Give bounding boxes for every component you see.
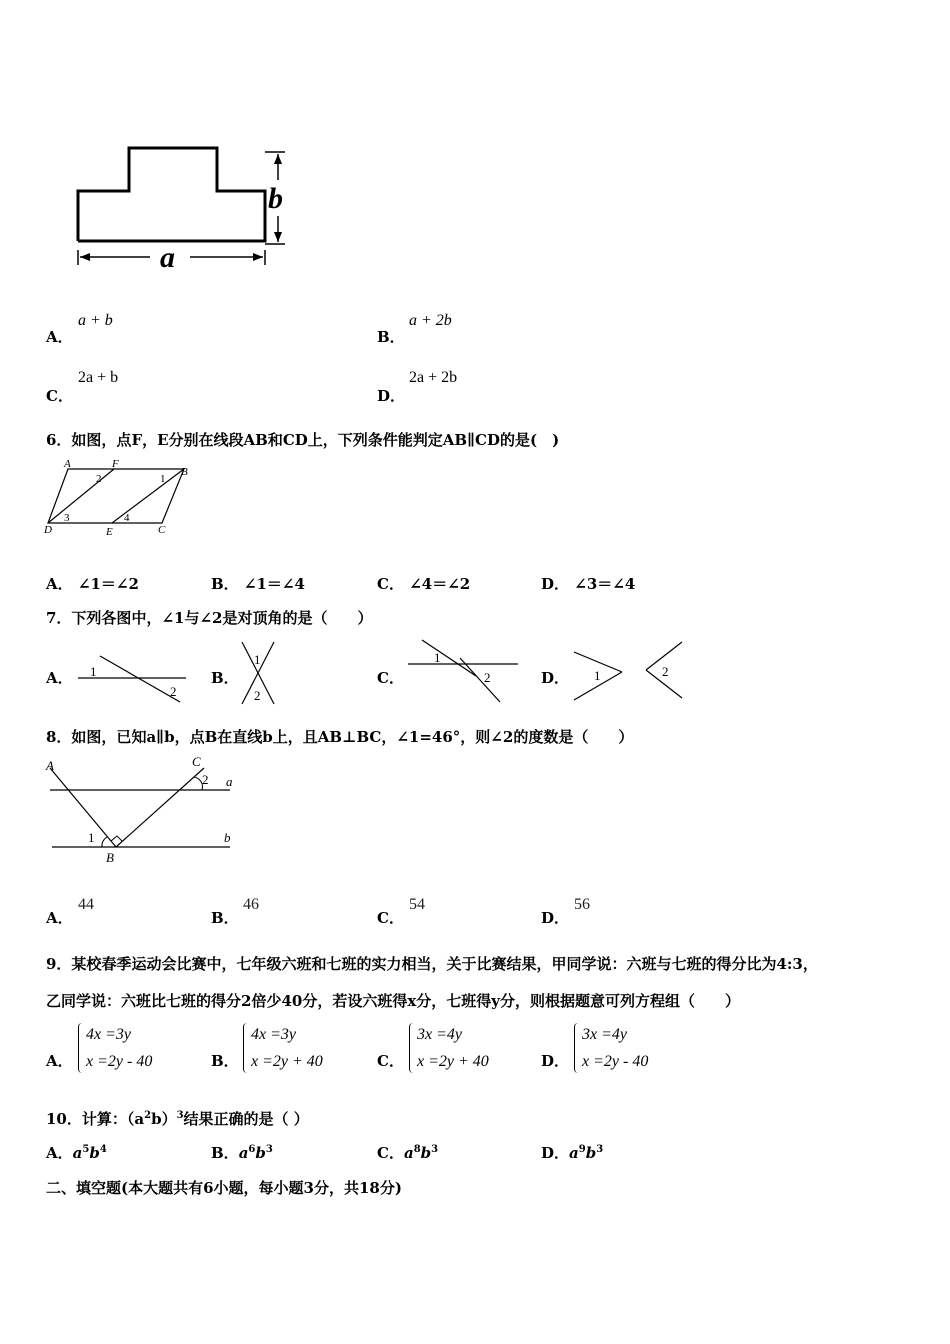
svg-text:2: 2 [96,473,102,485]
q6-option-d[interactable]: D． ∠3＝∠4 [541,575,636,593]
svg-text:A: A [64,458,71,470]
svg-text:2: 2 [662,664,669,679]
svg-text:C: C [158,524,166,536]
q5-label-a: a [160,241,175,274]
q7-option-a-figure [70,650,190,705]
svg-text:1: 1 [88,830,95,845]
q6-option-c[interactable]: C． ∠4＝∠2 [377,575,471,593]
q9-option-a-letter[interactable]: A． [46,1052,73,1070]
q8-option-d-letter[interactable]: D． [541,909,570,927]
svg-text:1: 1 [594,668,601,683]
q9-option-d-system: 3x =4y x =2y - 40 [574,1021,694,1077]
q9-option-c-letter[interactable]: C． [377,1052,404,1070]
svg-text:1: 1 [434,650,441,665]
q5-option-b-letter[interactable]: B． [377,328,405,346]
svg-text:1: 1 [254,652,261,667]
q8-stem: 8．如图，已知a∥b，点B在直线b上，且AB⊥BC，∠1=46°，则∠2的度数是（ ） [46,728,634,746]
svg-text:b: b [224,830,231,845]
q7-option-a-letter[interactable]: A． [46,669,73,687]
q5-option-b-value: a + 2b [409,312,452,329]
q10-stem: 10．计算：$(a^2b)^3$结果正确的是（ ） [46,1110,309,1128]
q8-option-d-value: 56 [574,896,590,913]
q9-option-b-system: 4x =3y x =2y + 40 [243,1021,363,1077]
svg-text:B: B [106,850,114,865]
q5-option-d-letter[interactable]: D． [377,387,406,405]
q5-option-c-letter[interactable]: C． [46,387,73,405]
svg-text:2: 2 [254,688,261,703]
q9-stem-line1: 9．某校春季运动会比赛中，七年级六班和七班的实力相当，关于比赛结果，甲同学说：六班与七班的得分比为4:3， [46,955,818,973]
svg-text:3: 3 [64,512,70,524]
svg-text:D: D [44,524,52,536]
q8-figure [44,752,244,867]
q5-option-a-value: a + b [78,312,113,329]
svg-text:2: 2 [484,670,491,685]
svg-text:E: E [106,526,113,538]
svg-text:a: a [226,774,233,789]
q8-option-a-letter[interactable]: A． [46,909,73,927]
svg-text:4: 4 [124,512,130,524]
q6-option-a[interactable]: A． ∠1＝∠2 [46,575,139,593]
svg-text:C: C [192,754,201,769]
q10-option-b[interactable]: B．$a^6b^3$ [211,1144,273,1162]
q7-option-c-letter[interactable]: C． [377,669,404,687]
svg-text:2: 2 [170,684,177,699]
q6-option-b[interactable]: B． ∠1＝∠4 [211,575,305,593]
q8-option-c-value: 54 [409,896,425,913]
q8-option-b-letter[interactable]: B． [211,909,239,927]
q6-stem: 6．如图，点F，E分别在线段AB和CD上，下列条件能判定AB∥CD的是( ) [46,431,560,449]
q9-option-c-system: 3x =4y x =2y + 40 [409,1021,529,1077]
svg-text:F: F [112,458,119,470]
q9-option-b-letter[interactable]: B． [211,1052,239,1070]
svg-text:1: 1 [160,473,166,485]
svg-text:B: B [181,466,188,478]
q7-option-b-letter[interactable]: B． [211,669,239,687]
q9-option-a-system: 4x =3y x =2y - 40 [78,1021,198,1077]
section2-title: 二、填空题(本大题共有6小题，每小题3分，共18分) [46,1179,402,1197]
q9-option-d-letter[interactable]: D． [541,1052,570,1070]
q8-option-b-value: 46 [243,896,259,913]
q10-option-c[interactable]: C．$a^8b^3$ [377,1144,439,1162]
q5-option-d-value: 2a + 2b [409,369,458,386]
svg-text:2: 2 [202,772,209,787]
q9-stem-line2: 乙同学说：六班比七班的得分2倍少40分，若设六班得x分，七班得y分，则根据题意可列方程组（ ） [46,992,740,1010]
q5-label-b: b [268,182,283,215]
svg-text:A: A [46,758,54,773]
q5-option-a-letter[interactable]: A． [46,328,73,346]
q7-option-b-figure [236,638,281,708]
q7-option-d-figure [566,638,691,706]
q7-option-d-letter[interactable]: D． [541,669,570,687]
q5-shape-outline [78,148,265,241]
q6-figure [40,455,200,540]
q8-option-a-value: 44 [78,896,94,913]
q7-option-c-figure [404,636,524,706]
q10-option-d[interactable]: D．$a^9b^3$ [541,1144,604,1162]
q5-option-c-value: 2a + b [78,369,119,386]
q8-option-c-letter[interactable]: C． [377,909,404,927]
q7-stem: 7．下列各图中，∠1与∠2是对顶角的是（ ） [46,609,373,627]
svg-text:1: 1 [90,664,97,679]
q5-figure [60,100,320,275]
q10-option-a[interactable]: A．$a^5b^4$ [46,1144,107,1162]
